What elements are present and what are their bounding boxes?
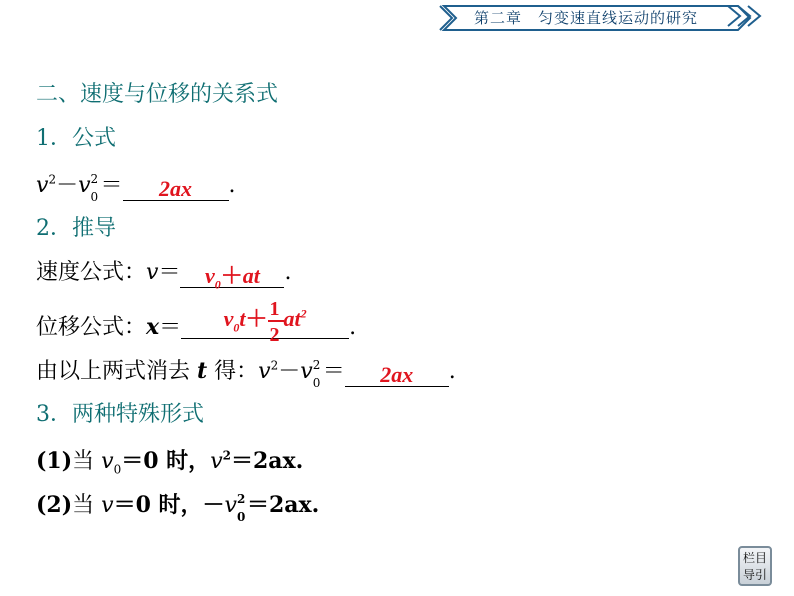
chapter-title: 第二章 匀变速直线运动的研究 xyxy=(474,9,699,27)
special-case-1: (1)当 $v_0=0$ 时，$v^2=2ax$. xyxy=(36,448,304,477)
eliminate-line: 由以上两式消去 t 得：$v^2-v$ 2 0 ＝ 2ax . xyxy=(36,358,456,390)
formula-heading: 1．公式 xyxy=(36,126,116,151)
chapter-banner xyxy=(438,4,768,30)
eliminate-answer-blank xyxy=(345,360,449,387)
nav-button-line2: 导引 xyxy=(742,568,767,582)
special-case-2: (2)当 v＝0 时，－v 2 0 ＝2ax. xyxy=(36,492,320,524)
section-title: 二、速度与位移的关系式 xyxy=(36,82,279,107)
chevron-right-icon xyxy=(724,2,768,30)
velocity-answer: $v_0+at$ xyxy=(205,263,260,292)
derive-heading: 2．推导 xyxy=(36,216,116,241)
fraction: $\frac{1}{2}$ xyxy=(268,300,284,344)
displacement-line: 位移公式：$x= v_0t+$ $\frac{1}{2}$ $at^2$. xyxy=(36,298,357,346)
displacement-answer: $v_0t+$ $\frac{1}{2}$ $at^2$ xyxy=(223,298,307,346)
nav-button-line1: 栏目 xyxy=(742,551,767,565)
formula-line: $v^2-v$ 2 0 ＝ 2ax . xyxy=(36,172,236,204)
section-nav-button[interactable] xyxy=(738,546,772,586)
formula-answer: 2ax xyxy=(159,176,193,201)
eliminate-answer: 2ax xyxy=(380,362,414,387)
formula-answer-blank xyxy=(123,174,229,201)
special-heading: 3．两种特殊形式 xyxy=(36,402,204,427)
velocity-line: 速度公式：$v= v_0+at$ . xyxy=(36,260,292,292)
velocity-answer-blank xyxy=(180,261,284,292)
